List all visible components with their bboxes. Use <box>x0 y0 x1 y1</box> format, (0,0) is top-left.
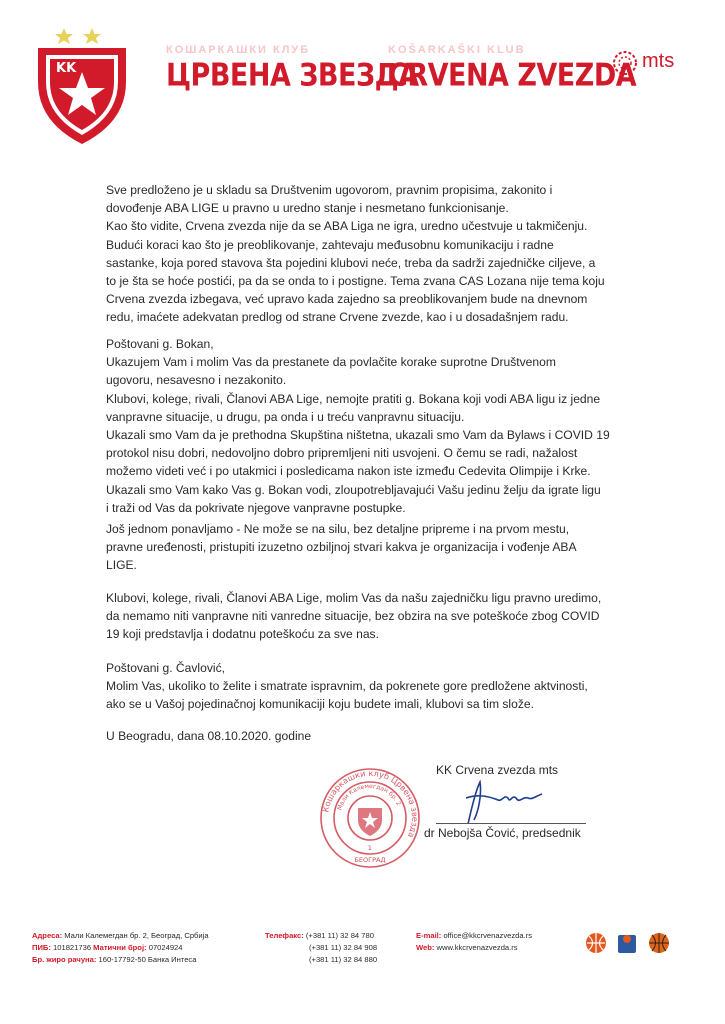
text-line: Klubovi, kolege, rivali, Članovi ABA Lige, molim Vas da našu zajedničku ligu pravno uredimo, <box>106 591 602 605</box>
paragraph-5 <box>106 659 619 714</box>
footer-email: office@kkcrvenazvezda.rs <box>443 931 533 940</box>
mts-logo-icon <box>610 46 640 80</box>
text-line: pravne uređenosti, pristupiti izuzetno ozbiljnoj stvari kakva je organizacija i vođenje ABA <box>106 540 577 555</box>
paragraph-4 <box>106 589 619 644</box>
crest-letters: KK <box>56 61 77 76</box>
stamp-outer-text: Кошаркашки клуб Црвена звезда <box>320 767 421 840</box>
sponsor-name: mts <box>642 50 675 72</box>
salutation: Poštovani g. Čavlović, <box>106 661 225 675</box>
footer-label: Web: <box>416 943 435 952</box>
footer-label: E-mail: <box>416 931 442 940</box>
footer-label: ПИБ: <box>32 943 51 952</box>
text-line: sastanke, koja pored stavova šta pojedini klubovi neće, treba da sadrži zajedničke ciljeve, a <box>106 255 596 270</box>
footer-contact-block <box>416 930 532 954</box>
text-line: protokol nisu dobri, nedovoljno dobro pripremljeni niti usvojeni. O čemu se radi, nažalost <box>106 446 578 461</box>
text-line: 19 koji predstavlja i dodatnu poteškoću za sve nas. <box>106 627 379 642</box>
brand-name-cyrillic: ЦРВЕНА ЗВЕЗДА <box>166 58 419 94</box>
footer-value: 07024924 <box>148 943 183 952</box>
basketball-federation-logo-icon <box>614 930 640 956</box>
footer-label: Матични број: <box>93 943 147 952</box>
stamp-number: 1 <box>367 844 373 852</box>
signature-club: KK Crvena zvezda mts <box>436 763 559 777</box>
text-line: Klubovi, kolege, rivali, Članovi ABA Lige, nemojte pratiti g. Bokana koji vodi ABA ligu iz jedne <box>106 391 601 406</box>
footer-web: www.kkcrvenazvezda.rs <box>436 943 518 952</box>
text-line: dovođenje ABA LIGE u pravno u uredno stanje i nesmetano funkcionisanje. <box>106 201 509 216</box>
brand-ghost-latin: KOŠARKAŠKI KLUB <box>388 44 526 56</box>
paragraph-2 <box>106 335 619 517</box>
date-line <box>106 727 619 745</box>
footer-value: 160-17792-50 Банка Интеса <box>98 955 197 964</box>
text-line: Kao što vidite, Crvena zvezda nije da se ABA Liga ne igra, uredno učestvuje u takmičenju. <box>106 219 588 234</box>
footer-label: Бр. жиро рачуна: <box>32 955 97 964</box>
paragraph-3 <box>106 520 619 575</box>
official-stamp <box>318 766 422 870</box>
footer-value: (+381 11) 32 84 880 <box>309 955 378 964</box>
text-line: Ukazujem Vam i molim Vas da prestanete da povlačite korake suprotne Društvenom <box>106 355 556 370</box>
text-line: U Beogradu, dana 08.10.2020. godine <box>106 729 312 743</box>
footer-label: Адреса: <box>32 931 63 940</box>
text-line: ugovoru, nesavesno i nezakonito. <box>106 373 287 388</box>
text-line: Budući koraci kao što je preoblikovanje, zahtevaju međusobnu komunikaciju i radne <box>106 237 554 252</box>
text-line: LIGE. <box>106 558 137 573</box>
text-line: Još jednom ponavljamo - Ne može se na silu, bez detaljne pripreme i na prvom mestu, <box>106 522 570 536</box>
text-line: ako se u Vašoj pojedinačnoj komunikaciji koju budete imali, klubovi sa tim slože. <box>106 697 534 712</box>
text-line: i traži od Vas da pokrivate njegove vanpravne postupke. <box>106 500 406 515</box>
signatory-name: dr Nebojša Čović, predsednik <box>424 826 581 840</box>
footer-value: Мали Калемегдан бр. 2, Београд, Србија <box>64 931 209 940</box>
svg-text:Мали Калемегдан бр. 2 <box>336 783 402 811</box>
footer-phone-block <box>265 930 377 966</box>
text-line: Molim Vas, ukoliko to želite i smatrate ispravnim, da pokrenete gore predložene aktvinosti, <box>106 679 588 694</box>
signature-line <box>436 823 586 824</box>
stamp-city: БЕОГРАД <box>354 856 386 864</box>
text-line: Ukazali smo Vam kako Vas g. Bokan vodi, zloupotrebljavajući Vašu jedinu želju da igrate ligu <box>106 482 601 497</box>
stamp-inner-text: Мали Калемегдан бр. 2 <box>336 782 403 812</box>
text-line: Crvena zvezda izbegava, već upravo kada zajedno sa preoblikovanjem bude na dnevnom <box>106 292 588 307</box>
brand-ghost-cyrillic: КОШАРКАШКИ КЛУБ <box>166 44 311 56</box>
text-line: redu, imaćete adekvatan predlog od strane Crvene zvezde, kao i u dosadašnjem radu. <box>106 310 569 325</box>
footer-address-block <box>32 930 209 966</box>
text-line: vanpravne situacije, u drugu, pa onda i u treću vanpravnu situaciju. <box>106 409 465 424</box>
text-line: da nemamo niti vanpravne niti vanredne situacije, bez obzira na sve poteškoće zbog COVID <box>106 609 600 624</box>
euroleague-logo-icon <box>584 930 608 956</box>
salutation: Poštovani g. Bokan, <box>106 337 214 351</box>
text-line: Sve predloženo je u skladu sa Društvenim ugovorom, pravnim propisima, zakonito i <box>106 183 553 197</box>
footer-label: Телефакс: <box>265 931 304 940</box>
text-line: Ukazali smo Vam da je prethodna Skupština ništetna, ukazali smo Vam da Bylaws i COVID 19 <box>106 428 610 443</box>
paragraph-1 <box>106 181 619 327</box>
footer-value: (+381 11) 32 84 908 <box>309 943 378 952</box>
basketball-logo-icon <box>646 930 672 956</box>
handwritten-signature <box>458 776 548 828</box>
brand-name-latin: CRVENA ZVEZDA <box>388 58 637 94</box>
footer-value: 101821736 <box>53 943 92 952</box>
text-line: to je šta se hoće postići, pa da se onda to i postigne. Tema zvana CAS Lozana nije tema koju <box>106 274 605 289</box>
text-line: možemo videti već i po utakmici i posledicama nakon iste između Cedevita Olimpije i Krke. <box>106 464 591 479</box>
footer-value: (+381 11) 32 84 780 <box>305 931 374 940</box>
club-crest-logo <box>32 22 132 147</box>
